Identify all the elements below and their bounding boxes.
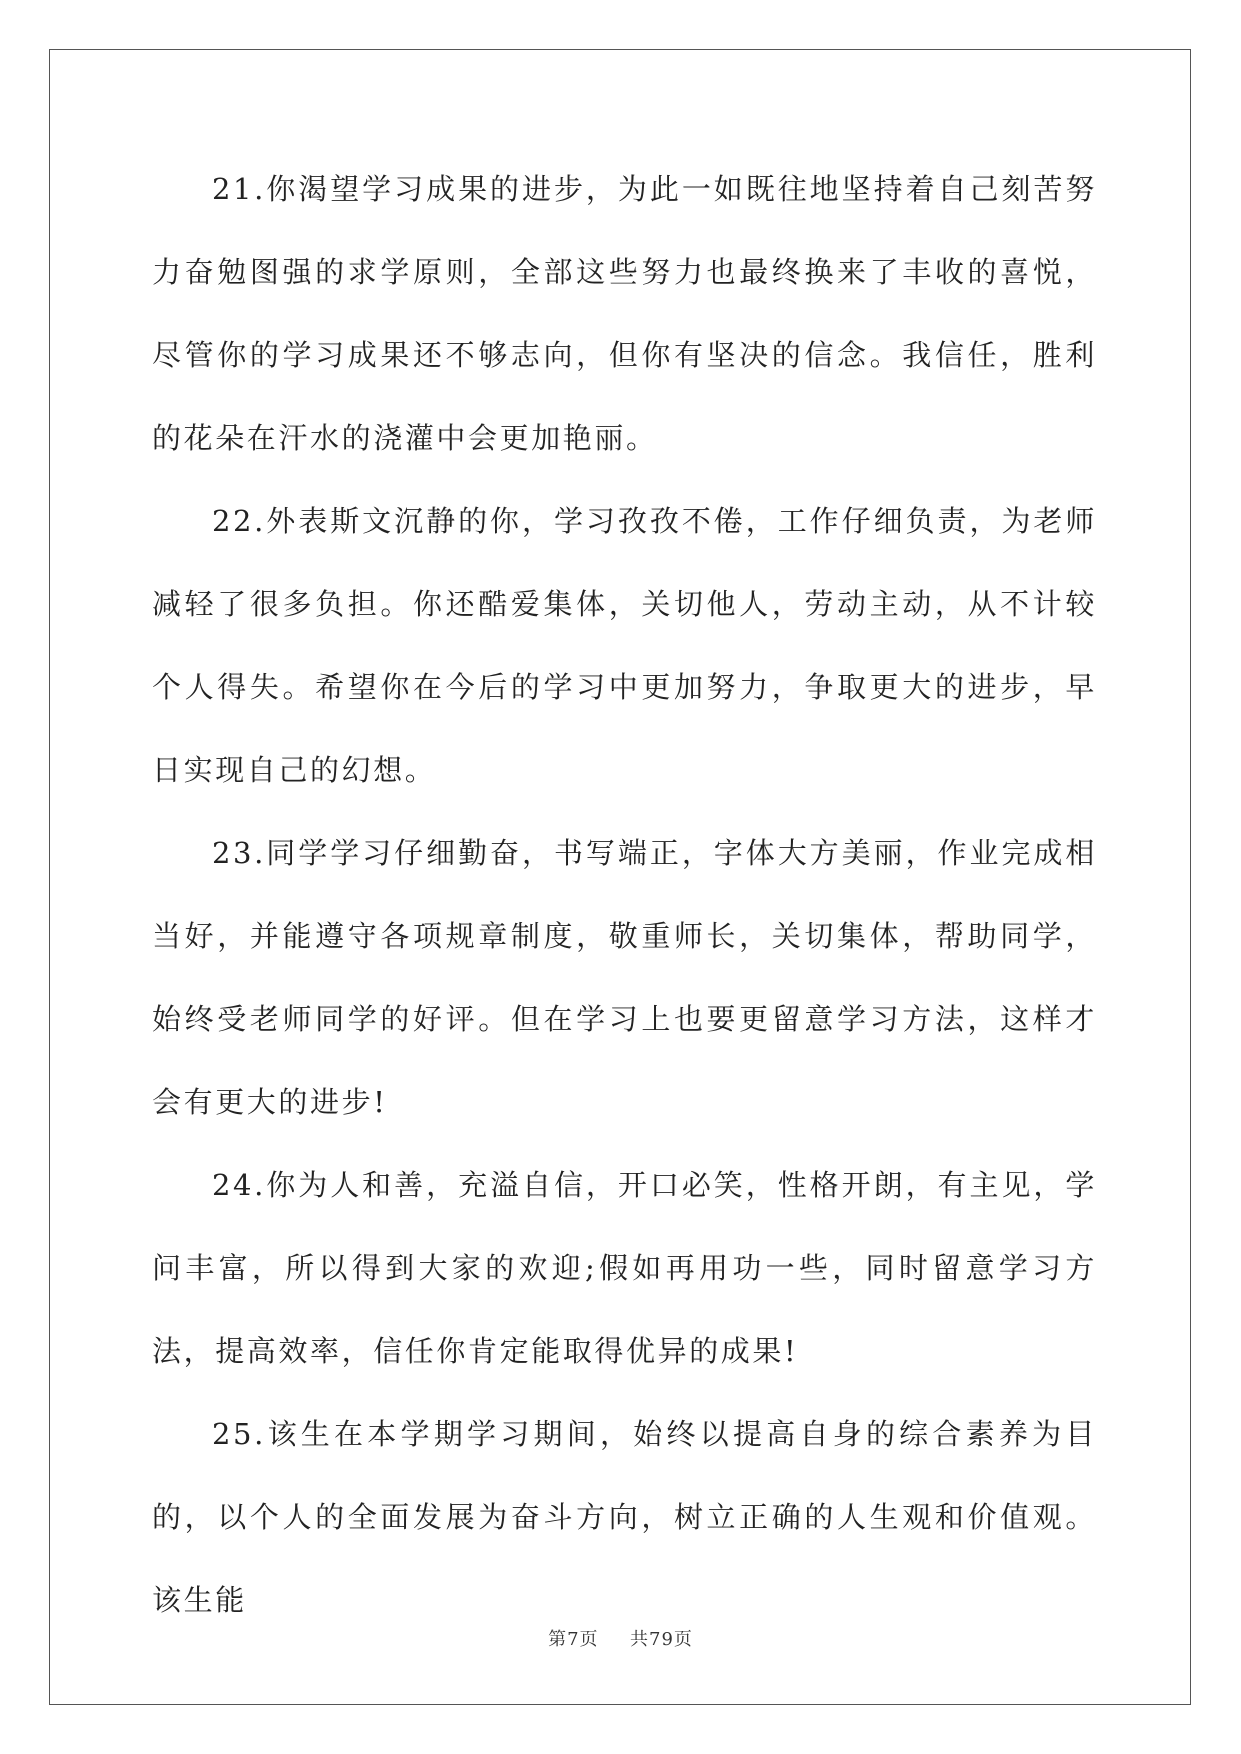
- page-footer: [0, 1625, 1241, 1651]
- paragraph-22: 22.外表斯文沉静的你，学习孜孜不倦，工作仔细负责，为老师减轻了很多负担。你还酷爱集体，关切他人，劳动主动，从不计较个人得失。希望你在今后的学习中更加努力，争取更大的进步，早日实现自己的幻想。: [152, 504, 1097, 787]
- paragraph-24: 24.你为人和善，充溢自信，开口必笑，性格开朗，有主见，学问丰富，所以得到大家的欢迎;假如再用功一些，同时留意学习方法，提高效率，信任你肯定能取得优异的成果!: [152, 1168, 1097, 1368]
- document-body: [152, 148, 1097, 1642]
- total-page-count: 共79页: [630, 1629, 693, 1650]
- paragraph-23: 23.同学学习仔细勤奋，书写端正，字体大方美丽，作业完成相当好，并能遵守各项规章制度，敬重师长，关切集体，帮助同学，始终受老师同学的好评。但在学习上也要更留意学习方法，这样才会有更大的进步!: [152, 836, 1097, 1119]
- paragraph-25: 25.该生在本学期学习期间，始终以提高自身的综合素养为目的，以个人的全面发展为奋斗方向，树立正确的人生观和价值观。该生能: [152, 1417, 1097, 1617]
- paragraph-21: 21.你渴望学习成果的进步，为此一如既往地坚持着自己刻苦努力奋勉图强的求学原则，全部这些努力也最终换来了丰收的喜悦，尽管你的学习成果还不够志向，但你有坚决的信念。我信任，胜利的花朵在汗水的浇灌中会更加艳丽。: [152, 172, 1097, 455]
- current-page-number: 第7页: [548, 1629, 599, 1650]
